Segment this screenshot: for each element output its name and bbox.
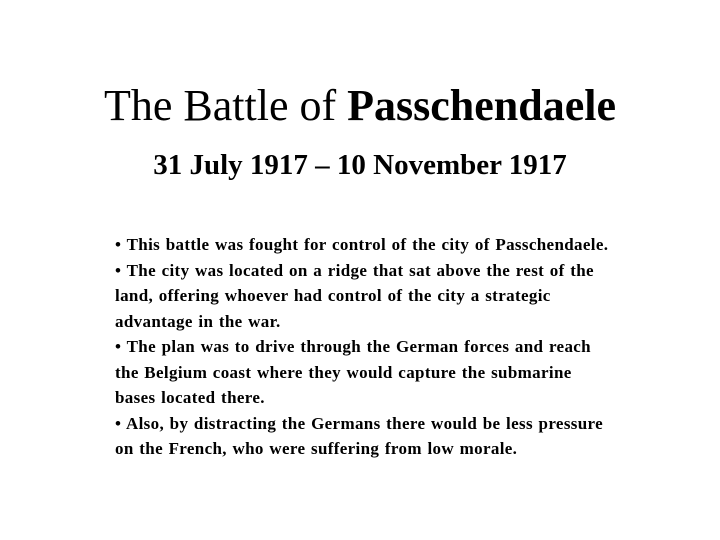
title-plain: The Battle of: [103, 81, 348, 130]
slide-title: [0, 80, 720, 132]
bullet-list: [115, 232, 615, 462]
bullet-item: • Also, by distracting the Germans there would be less pressure on the French, who were suffering from low morale.: [115, 413, 604, 458]
title-emphasis: Passchendaele: [347, 81, 617, 130]
bullet-item: • The plan was to drive through the German forces and reach the Belgium coast where they would capture the submarine bases located there.: [115, 337, 591, 407]
bullet-item: • The city was located on a ridge that sat above the rest of the land, offering whoever had control of the city a strategic advantage in the war.: [115, 260, 594, 331]
slide-subtitle: 31 July 1917 – 10 November 1917: [153, 149, 567, 181]
bullet-item: • This battle was fought for control of the city of Passchendaele.: [115, 235, 609, 254]
